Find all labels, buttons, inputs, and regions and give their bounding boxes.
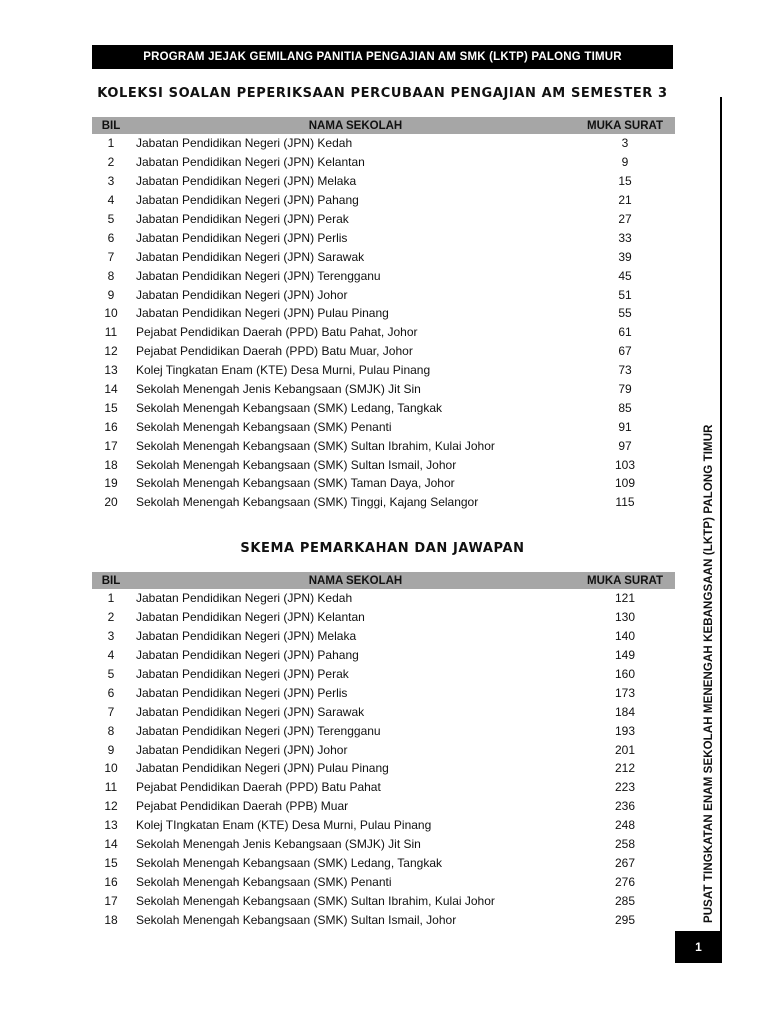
table-row: [92, 608, 675, 627]
row-number: 5: [107, 667, 115, 681]
school-name: Sekolah Menengah Kebangsaan (SMK) Sultan Ismail, Johor: [136, 457, 457, 472]
school-name: Sekolah Menengah Kebangsaan (SMK) Sultan Ibrahim, Kulai Johor: [136, 438, 495, 453]
row-number: 18: [104, 457, 118, 472]
page-number-cell: 285: [614, 893, 636, 908]
page-number-cell: 248: [614, 818, 636, 833]
page-number-cell: 295: [614, 912, 636, 927]
row-number: 16: [104, 874, 118, 889]
table-row: [92, 627, 675, 646]
row-number: 3: [107, 629, 115, 644]
school-name: Jabatan Pendidikan Negeri (JPN) Pulau Pinang: [136, 761, 389, 776]
table-row: [92, 910, 675, 929]
school-name: Pejabat Pendidikan Daerah (PPD) Batu Pahat, Johor: [136, 325, 418, 340]
marking-scheme-table: [92, 572, 675, 929]
table-row: [92, 228, 675, 247]
page-number-cell: 55: [618, 306, 632, 321]
school-name: Sekolah Menengah Kebangsaan (SMK) Penanti: [136, 874, 392, 889]
page-number-cell: 212: [614, 761, 636, 776]
page-number-cell: 15: [618, 174, 632, 189]
section-title-marking-scheme: SKEMA PEMARKAHAN DAN JAWAPAN: [240, 541, 525, 556]
table-row: [92, 436, 675, 455]
school-name: Sekolah Menengah Kebangsaan (SMK) Taman Daya, Johor: [136, 476, 455, 491]
page-number-cell: 223: [614, 780, 636, 795]
page-number-cell: 73: [618, 363, 632, 378]
row-number: 17: [104, 438, 118, 453]
row-number: 2: [107, 610, 115, 625]
school-name: Pejabat Pendidikan Daerah (PPD) Batu Muar, Johor: [136, 344, 413, 359]
school-name: Sekolah Menengah Kebangsaan (SMK) Ledang, Tangkak: [136, 400, 442, 415]
school-name: Jabatan Pendidikan Negeri (JPN) Melaka: [136, 629, 357, 644]
table-header-row: [92, 117, 675, 134]
page-number-cell: 33: [618, 230, 632, 245]
school-name: Jabatan Pendidikan Negeri (JPN) Kelantan: [136, 610, 365, 625]
table-row: [92, 797, 675, 816]
table-row: [92, 683, 675, 702]
table-row: [92, 210, 675, 229]
page-number-cell: 109: [614, 476, 636, 491]
table-row: [92, 835, 675, 854]
row-number: 13: [104, 363, 118, 378]
school-name: Jabatan Pendidikan Negeri (JPN) Kedah: [136, 591, 353, 606]
column-header-bil: BIL: [101, 119, 121, 132]
document-banner: PROGRAM JEJAK GEMILANG PANITIA PENGAJIAN AM SMK (LKTP) PALONG TIMUR: [92, 45, 673, 69]
table-row: [92, 266, 675, 285]
table-row: [92, 304, 675, 323]
school-name: Jabatan Pendidikan Negeri (JPN) Kedah: [136, 136, 353, 151]
table-row: [92, 474, 675, 493]
school-name: Sekolah Menengah Kebangsaan (SMK) Tinggi, Kajang Selangor: [136, 495, 479, 510]
page-number-cell: 9: [621, 155, 629, 170]
school-name: Jabatan Pendidikan Negeri (JPN) Sarawak: [136, 704, 365, 719]
school-name: Jabatan Pendidikan Negeri (JPN) Pahang: [136, 193, 359, 208]
row-number: 4: [107, 648, 115, 663]
page-number-cell: 27: [618, 212, 632, 226]
row-number: 14: [104, 837, 118, 852]
table-row: [92, 816, 675, 835]
school-name: Jabatan Pendidikan Negeri (JPN) Johor: [136, 287, 348, 302]
school-name: Jabatan Pendidikan Negeri (JPN) Pahang: [136, 648, 359, 663]
school-name: Jabatan Pendidikan Negeri (JPN) Perlis: [136, 685, 348, 700]
row-number: 6: [107, 230, 115, 245]
school-name: Sekolah Menengah Kebangsaan (SMK) Penanti: [136, 419, 392, 434]
row-number: 16: [104, 419, 118, 434]
table-row: [92, 398, 675, 417]
page-number-cell: 103: [614, 457, 636, 472]
page-number-cell: 201: [614, 742, 636, 757]
table-row: [92, 417, 675, 436]
table-row: [92, 853, 675, 872]
page-number-cell: 184: [614, 704, 636, 719]
page-number-cell: 91: [618, 419, 632, 434]
row-number: 10: [104, 306, 118, 321]
column-header-page: MUKA SURAT: [586, 119, 664, 132]
page-number-cell: 115: [615, 495, 635, 510]
row-number: 8: [107, 268, 115, 283]
page-number-cell: 121: [614, 591, 636, 606]
page-number-cell: 173: [614, 685, 636, 700]
row-number: 6: [107, 685, 115, 700]
column-header-name: NAMA SEKOLAH: [308, 119, 403, 132]
page-number-cell: 267: [614, 855, 636, 870]
school-name: Sekolah Menengah Kebangsaan (SMK) Ledang, Tangkak: [136, 855, 442, 870]
row-number: 17: [104, 893, 118, 908]
column-header-page: MUKA SURAT: [586, 574, 664, 587]
row-number: 15: [104, 855, 118, 870]
table-row: [92, 172, 675, 191]
row-number: 4: [107, 193, 115, 208]
page-number: 1: [675, 931, 722, 963]
page-number-cell: 130: [614, 610, 636, 625]
table-row: [92, 153, 675, 172]
row-number: 9: [107, 287, 115, 302]
table-row: [92, 134, 675, 153]
table-row: [92, 191, 675, 210]
row-number: 11: [104, 325, 118, 340]
page-number-cell: 45: [618, 268, 632, 283]
school-name: Jabatan Pendidikan Negeri (JPN) Terengganu: [136, 723, 381, 738]
row-number: 3: [107, 174, 115, 189]
row-number: 12: [104, 799, 118, 814]
page-number-cell: 61: [618, 325, 632, 340]
table-row: [92, 380, 675, 399]
table-row: [92, 665, 675, 684]
page-number-cell: 276: [614, 874, 636, 889]
school-name: Pejabat Pendidikan Daerah (PPD) Batu Pahat: [136, 780, 381, 795]
row-number: 19: [104, 476, 118, 491]
row-number: 5: [107, 212, 115, 226]
page-number-cell: 39: [618, 249, 632, 264]
row-number: 13: [104, 818, 118, 833]
school-name: Jabatan Pendidikan Negeri (JPN) Pulau Pinang: [136, 306, 389, 321]
page-number-cell: 258: [614, 837, 636, 852]
school-name: Jabatan Pendidikan Negeri (JPN) Perak: [136, 667, 349, 681]
row-number: 11: [104, 780, 118, 795]
page-number-cell: 193: [614, 723, 636, 738]
page-number-cell: 236: [614, 799, 636, 814]
row-number: 10: [104, 761, 118, 776]
table-row: [92, 702, 675, 721]
row-number: 14: [104, 382, 118, 397]
row-number: 15: [104, 400, 118, 415]
row-number: 7: [107, 704, 115, 719]
column-header-name: NAMA SEKOLAH: [308, 574, 403, 587]
school-name: Kolej TIngkatan Enam (KTE) Desa Murni, Pulau Pinang: [136, 818, 432, 833]
school-name: Jabatan Pendidikan Negeri (JPN) Perak: [136, 212, 349, 226]
school-name: Jabatan Pendidikan Negeri (JPN) Johor: [136, 742, 348, 757]
table-header-row: [92, 572, 675, 589]
table-row: [92, 759, 675, 778]
table-row: [92, 646, 675, 665]
school-name: Jabatan Pendidikan Negeri (JPN) Perlis: [136, 230, 348, 245]
school-name: Pejabat Pendidikan Daerah (PPB) Muar: [136, 799, 349, 814]
table-row: [92, 740, 675, 759]
table-row: [92, 721, 675, 740]
page-number-cell: 67: [618, 344, 632, 359]
school-name: Sekolah Menengah Kebangsaan (SMK) Sultan Ismail, Johor: [136, 912, 457, 927]
page-number-cell: 97: [618, 438, 632, 453]
section-title-exam-collection: KOLEKSI SOALAN PEPERIKSAAN PERCUBAAN PENGAJIAN AM SEMESTER 3: [97, 86, 668, 101]
table-row: [92, 323, 675, 342]
table-row: [92, 778, 675, 797]
row-number: 20: [104, 495, 118, 510]
row-number: 1: [107, 136, 115, 151]
school-name: Kolej Tingkatan Enam (KTE) Desa Murni, Pulau Pinang: [136, 363, 431, 378]
exam-collection-table: [92, 117, 675, 512]
row-number: 9: [107, 742, 115, 757]
table-row: [92, 455, 675, 474]
row-number: 12: [104, 344, 118, 359]
sidebar-school-name: PUSAT TINGKATAN ENAM SEKOLAH MENENGAH KEBANGSAAN (LKTP) PALONG TIMUR: [703, 424, 715, 923]
school-name: Jabatan Pendidikan Negeri (JPN) Kelantan: [136, 155, 365, 170]
page-number-cell: 140: [614, 629, 636, 644]
school-name: Sekolah Menengah Jenis Kebangsaan (SMJK) Jit Sin: [136, 837, 421, 852]
column-header-bil: BIL: [101, 574, 121, 587]
page-number-cell: 51: [618, 287, 632, 302]
table-row: [92, 361, 675, 380]
row-number: 18: [104, 912, 118, 927]
school-name: Jabatan Pendidikan Negeri (JPN) Melaka: [136, 174, 357, 189]
school-name: Sekolah Menengah Jenis Kebangsaan (SMJK) Jit Sin: [136, 382, 421, 397]
school-name: Jabatan Pendidikan Negeri (JPN) Sarawak: [136, 249, 365, 264]
table-row: [92, 891, 675, 910]
school-name: Jabatan Pendidikan Negeri (JPN) Terengganu: [136, 268, 381, 283]
page-number-cell: 160: [614, 667, 636, 681]
page-number-cell: 3: [621, 136, 629, 151]
sidebar-divider: [720, 97, 722, 931]
table-row: [92, 342, 675, 361]
row-number: 1: [107, 591, 115, 606]
row-number: 2: [107, 155, 115, 170]
row-number: 7: [107, 249, 115, 264]
row-number: 8: [107, 723, 115, 738]
table-row: [92, 589, 675, 608]
page-number-cell: 79: [618, 382, 632, 397]
table-row: [92, 493, 675, 512]
page-number-cell: 21: [618, 193, 632, 208]
table-row: [92, 872, 675, 891]
page-number-cell: 85: [618, 400, 632, 415]
table-row: [92, 247, 675, 266]
page-number-cell: 149: [614, 648, 636, 663]
school-name: Sekolah Menengah Kebangsaan (SMK) Sultan Ibrahim, Kulai Johor: [136, 893, 495, 908]
table-row: [92, 285, 675, 304]
